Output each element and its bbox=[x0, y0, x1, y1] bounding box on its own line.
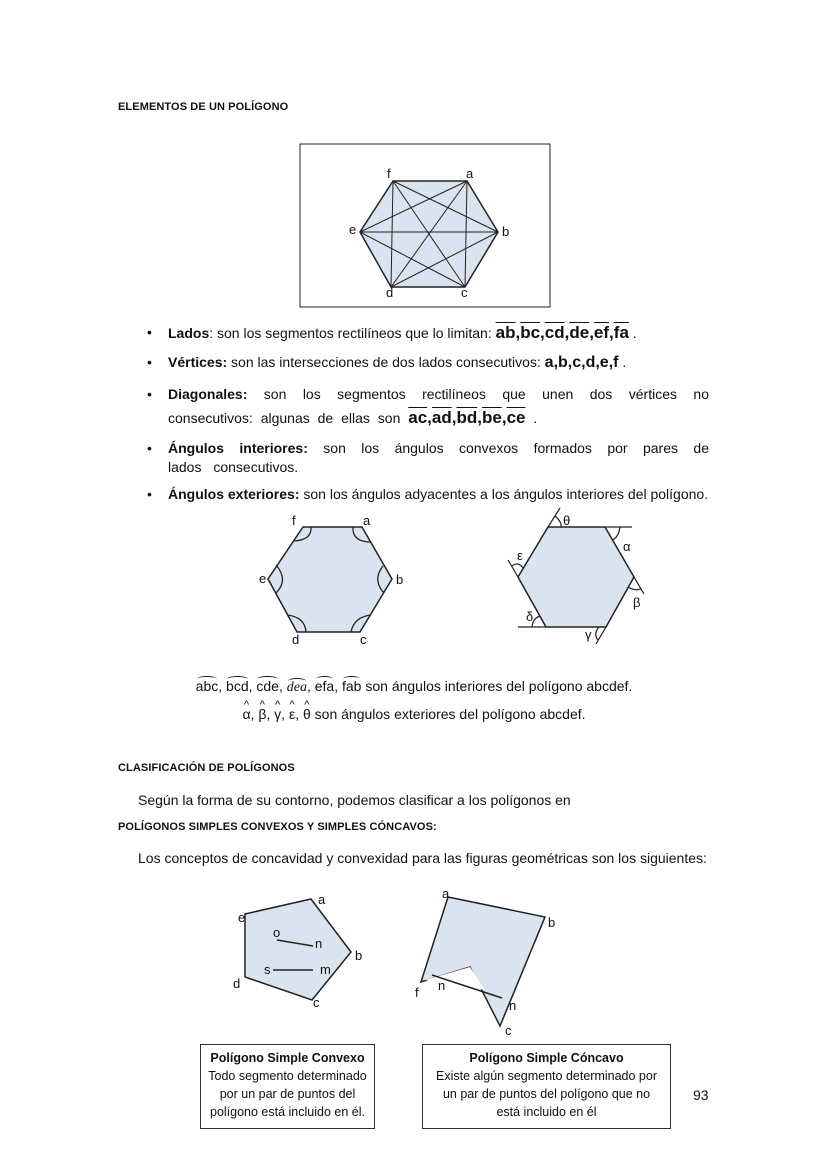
term: Vértices: bbox=[168, 354, 228, 370]
section-title-elements: ELEMENTOS DE UN POLÍGONO bbox=[118, 101, 289, 113]
vertex-label-a: a bbox=[466, 166, 474, 181]
vertex-label-d: d bbox=[233, 976, 241, 991]
point-label-n: n bbox=[438, 978, 446, 993]
vertex-label-f: f bbox=[415, 985, 419, 1000]
subsection-title: POLÍGONOS SIMPLES CONVEXOS Y SIMPLES CÓNCAVOS: bbox=[118, 821, 437, 833]
point-label-m: m bbox=[320, 962, 331, 977]
concave-polygon-figure bbox=[415, 886, 555, 1038]
vertex-label-c: c bbox=[313, 995, 320, 1010]
section-title-classification: CLASIFICACIÓN DE POLÍGONOS bbox=[118, 762, 295, 774]
segment-list: $\overline{ab},\overline{bc},\overline{cd},\overline{de},\overline{ef},\overline{fa}$ bbox=[495, 323, 629, 342]
vertex-label-b: b bbox=[355, 948, 363, 963]
bullet-angulos-exteriores: • Ángulos exteriores: son los ángulos adyacentes a los ángulos interiores del polígono. bbox=[147, 486, 709, 502]
card-line: Todo segmento determinado bbox=[208, 1069, 367, 1083]
definition: son los ángulos adyacentes a los ángulos interiores del polígono. bbox=[299, 486, 709, 502]
angle-label-theta: θ bbox=[563, 513, 571, 528]
vertex-label-a: a bbox=[363, 513, 371, 528]
vertex-label-e: e bbox=[238, 910, 246, 925]
point-label-o: o bbox=[273, 925, 281, 940]
vertex-list: a,b,c,d,e,f bbox=[544, 354, 619, 371]
diagonal-list: $\overline{ac},\overline{ad},\overline{bd},\overline{be},\overline{ce}$ bbox=[408, 408, 526, 427]
angle-label-epsilon: ε bbox=[517, 548, 523, 563]
card-line: polígono está incluido en él. bbox=[210, 1105, 365, 1119]
hexagon-interior-angles-figure bbox=[259, 513, 403, 647]
vertex-label-b: b bbox=[502, 224, 510, 239]
term: Ángulos interiores: bbox=[168, 440, 308, 456]
bullet-lados: • Lados: son los segmentos rectilíneos que lo limitan: $\overline{ab},\overline{bc},\overline{cd},\overline{de},\overline{ef},\overline{fa}$ . bbox=[147, 323, 637, 342]
angle-label-alpha: α bbox=[623, 539, 631, 554]
card-title: Polígono Simple Cóncavo bbox=[469, 1051, 624, 1065]
vertex-label-f: f bbox=[292, 513, 296, 528]
definition: son los segmentos rectilíneos que unen dos vértices no consecutivos: algunas de ellas son bbox=[168, 386, 709, 426]
vertex-label-d: d bbox=[292, 632, 300, 647]
vertex-label-c: c bbox=[505, 1023, 512, 1038]
page-number: 93 bbox=[693, 1087, 709, 1103]
definition: son los ángulos convexos formados por pares de lados consecutivos. bbox=[168, 440, 709, 475]
angle-label-gamma: γ bbox=[585, 627, 592, 642]
angle-label-beta: β bbox=[633, 595, 641, 610]
card-line: por un par de puntos del bbox=[219, 1087, 356, 1101]
term: Diagonales: bbox=[168, 386, 248, 402]
bullet-angulos-interiores: • Ángulos interiores: son los ángulos convexos formados por pares de lados consecutivos. bbox=[147, 440, 709, 475]
term: Lados bbox=[168, 325, 210, 341]
classification-intro: Según la forma de su contorno, podemos clasificar a los polígonos en bbox=[138, 792, 571, 808]
convex-pentagon-figure bbox=[233, 892, 362, 1010]
concave-definition-card bbox=[422, 1044, 671, 1129]
card-line: está incluido en él bbox=[496, 1105, 597, 1119]
exterior-angles-sentence: ^ α, ^ β, ^ γ, ^ ε, ^ θ son ángulos exteriores del polígono abcdef. bbox=[0, 705, 828, 723]
vertex-label-c: c bbox=[461, 285, 468, 300]
point-label-n2: n bbox=[509, 998, 517, 1013]
definition: son las intersecciones de dos lados consecutivos: bbox=[227, 354, 545, 370]
vertex-label-b: b bbox=[396, 572, 404, 587]
bullet-vertices: • Vértices: son las intersecciones de dos lados consecutivos: a,b,c,d,e,f . bbox=[147, 354, 627, 371]
vertex-label-a: a bbox=[318, 892, 326, 907]
definition: : son los segmentos rectilíneos que lo limitan: bbox=[209, 325, 496, 341]
card-line: Existe algún segmento determinado por bbox=[436, 1069, 657, 1083]
vertex-label-e: e bbox=[259, 571, 267, 586]
vertex-label-f: f bbox=[387, 166, 391, 181]
angle-label-delta: δ bbox=[526, 609, 534, 624]
vertex-label-a: a bbox=[442, 886, 450, 901]
bullet-diagonales: • Diagonales: son los segmentos rectilíneos que unen dos vértices no consecutivos: algunas de ellas son $\overline{ac},\overline{ad},\overline{bd},\overline{be},\overline{ce}$ . bbox=[147, 386, 709, 427]
hexagon-exterior-angles-figure bbox=[508, 508, 644, 644]
card-title: Polígono Simple Convexo bbox=[210, 1051, 365, 1065]
vertex-label-c: c bbox=[360, 632, 367, 647]
point-label-s: s bbox=[264, 962, 271, 977]
concepts-text: Los conceptos de concavidad y convexidad para las figuras geométricas son los siguientes: bbox=[138, 850, 707, 866]
vertex-label-d: d bbox=[386, 285, 394, 300]
point-label-n: n bbox=[315, 936, 323, 951]
convex-definition-card bbox=[200, 1044, 375, 1129]
vertex-label-b: b bbox=[548, 915, 556, 930]
hexagon-diagonals-figure bbox=[300, 144, 550, 307]
term: Ángulos exteriores: bbox=[168, 486, 300, 502]
interior-angles-sentence: abc, bcd, cde, dea, efa, fab son ángulos interiores del polígono abcdef. bbox=[195, 678, 633, 695]
card-line: un par de puntos del polígono que no bbox=[442, 1087, 651, 1101]
vertex-label-e: e bbox=[349, 222, 357, 237]
